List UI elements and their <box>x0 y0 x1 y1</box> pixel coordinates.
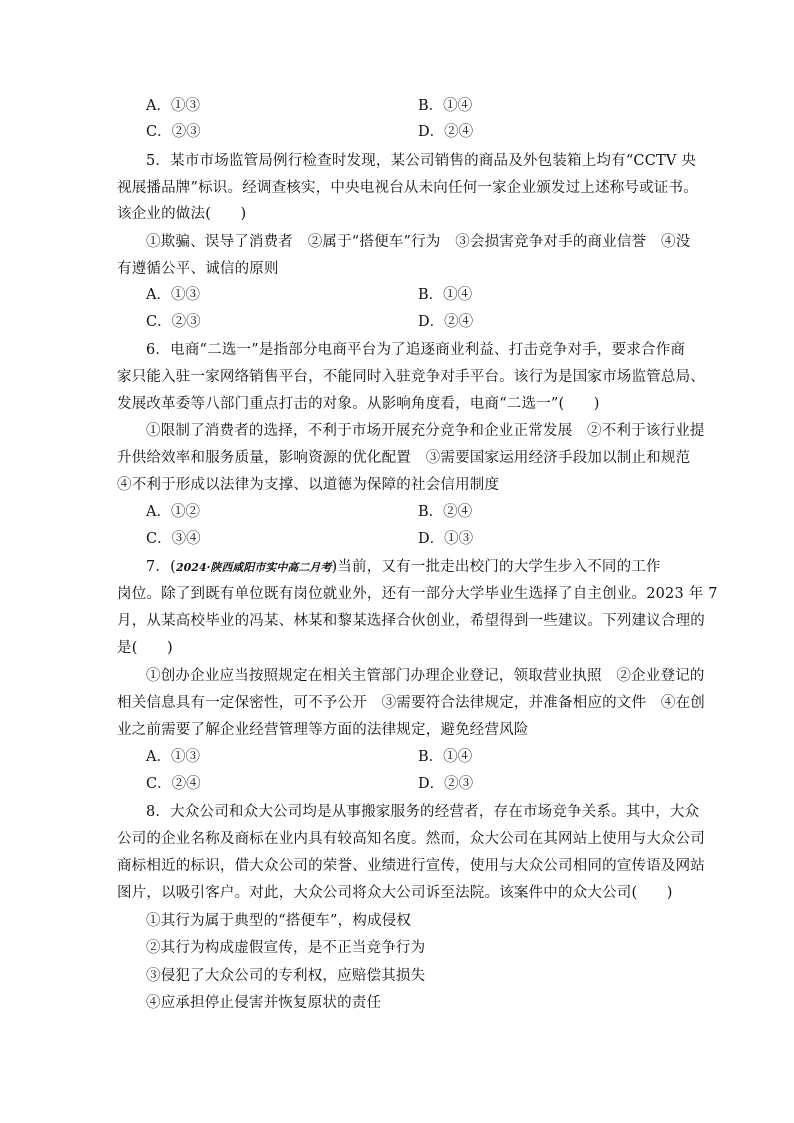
q7-option-d: D．②③ <box>418 776 474 792</box>
q8-stem-line-1: 8．大众公司和众大公司均是从事搬家服务的经营者，存在市场竞争关系。其中，大众 <box>146 804 700 820</box>
q6-items-line-1: ①限制了消费者的选择，不利于市场开展充分竞争和企业正常发展 ②不利于该行业提 <box>146 423 705 439</box>
q5-option-b: B．①④ <box>418 287 473 303</box>
q6-stem-line-3: 发展改革委等八部门重点打击的对象。从影响角度看，电商“二选一”( ) <box>117 396 600 412</box>
q6-stem-line-2: 家只能入驻一家网络销售平台，不能同时入驻竞争对手平台。该行为是国家市场监管总局、 <box>117 369 705 385</box>
q7-stem-line-1-rest: )当前，又有一批走出校门的大学生步入不同的工作 <box>331 559 661 575</box>
q6-stem-line-1: 6．电商“二选一”是指部分电商平台为了追逐商业利益、打击竞争对手，要求合作商 <box>146 342 686 358</box>
q8-item-1: ①其行为属于典型的“搭便车”，构成侵权 <box>146 913 412 929</box>
q5-option-c: C．②③ <box>146 314 201 330</box>
q8-stem-line-3: 商标相近的标识，借大众公司的荣誉、业绩进行宣传，使用与大众公司相同的宣传语及网站 <box>117 858 705 874</box>
q6-option-d: D．①③ <box>418 531 474 547</box>
q7-items-line-3: 业之前需要了解企业经营管理等方面的法律规定，避免经营风险 <box>117 722 529 738</box>
q6-option-c: C．③④ <box>146 531 201 547</box>
q8-item-2: ②其行为构成虚假宣传，是不正当竞争行为 <box>146 940 426 956</box>
q7-option-c: C．②④ <box>146 776 201 792</box>
q4-option-b: B．①④ <box>418 98 473 114</box>
q5-option-a: A．①③ <box>146 287 200 303</box>
q7-stem-line-3: 月，从某高校毕业的冯某、林某和黎某选择合伙创业，希望得到一些建议。下列建议合理的 <box>117 613 705 629</box>
q4-option-c: C．②③ <box>146 124 201 140</box>
q4-option-d: D．②④ <box>418 124 474 140</box>
q4-option-a: A．①③ <box>146 98 200 114</box>
q7-source: 2024·陕西咸阳市实中高二月考 <box>175 561 332 574</box>
q7-option-a: A．①③ <box>146 749 200 765</box>
q6-items-line-2: 升供给效率和服务质量，影响资源的优化配置 ③需要国家运用经济手段加以制止和规范 <box>117 450 691 466</box>
q5-stem-line-1: 5．某市市场监管局例行检查时发现，某公司销售的商品及外包装箱上均有“CCTV 央 <box>146 153 697 169</box>
q7-stem-line-4: 是( ) <box>117 640 173 656</box>
q8-stem-line-2: 公司的企业名称及商标在业内具有较高知名度。然而，众大公司在其网站上使用与大众公司 <box>117 831 705 847</box>
q5-stem-line-2: 视展播品牌”标识。经调查核实，中央电视台从未向任何一家企业颁发过上述称号或证书。 <box>117 180 698 196</box>
q8-stem-line-4: 图片，以吸引客户。对此，大众公司将众大公司诉至法院。该案件中的众大公司( ) <box>117 885 673 901</box>
q6-option-b: B．②④ <box>418 504 473 520</box>
q5-stem-line-3: 该企业的做法( ) <box>117 206 247 222</box>
q8-item-3: ③侵犯了大众公司的专利权，应赔偿其损失 <box>146 968 426 984</box>
q7-items-line-2: 相关信息具有一定保密性，可不予公开 ③需要符合法律规定，并准备相应的文件 ④在创 <box>117 695 705 711</box>
q7-items-line-1: ①创办企业应当按照规定在相关主管部门办理企业登记，领取营业执照 ②企业登记的 <box>146 668 705 684</box>
q5-items-line-1: ①欺骗、误导了消费者 ②属于“搭便车”行为 ③会损害竞争对手的商业信誉 ④没 <box>146 234 691 250</box>
q6-option-a: A．①② <box>146 504 200 520</box>
q8-item-4: ④应承担停止侵害并恢复原状的责任 <box>146 995 382 1011</box>
q7-number: 7．( <box>146 559 176 575</box>
q5-items-line-2: 有遵循公平、诚信的原则 <box>117 261 279 277</box>
q7-stem-line-1 <box>146 557 677 578</box>
q7-stem-line-2: 岗位。除了到既有单位既有岗位就业外，还有一部分大学毕业生选择了自主创业。2023 年 7 <box>117 586 718 602</box>
q5-option-d: D．②④ <box>418 314 474 330</box>
q7-option-b: B．①④ <box>418 749 473 765</box>
q6-items-line-3: ④不利于形成以法律为支撑、以道德为保障的社会信用制度 <box>117 477 500 493</box>
